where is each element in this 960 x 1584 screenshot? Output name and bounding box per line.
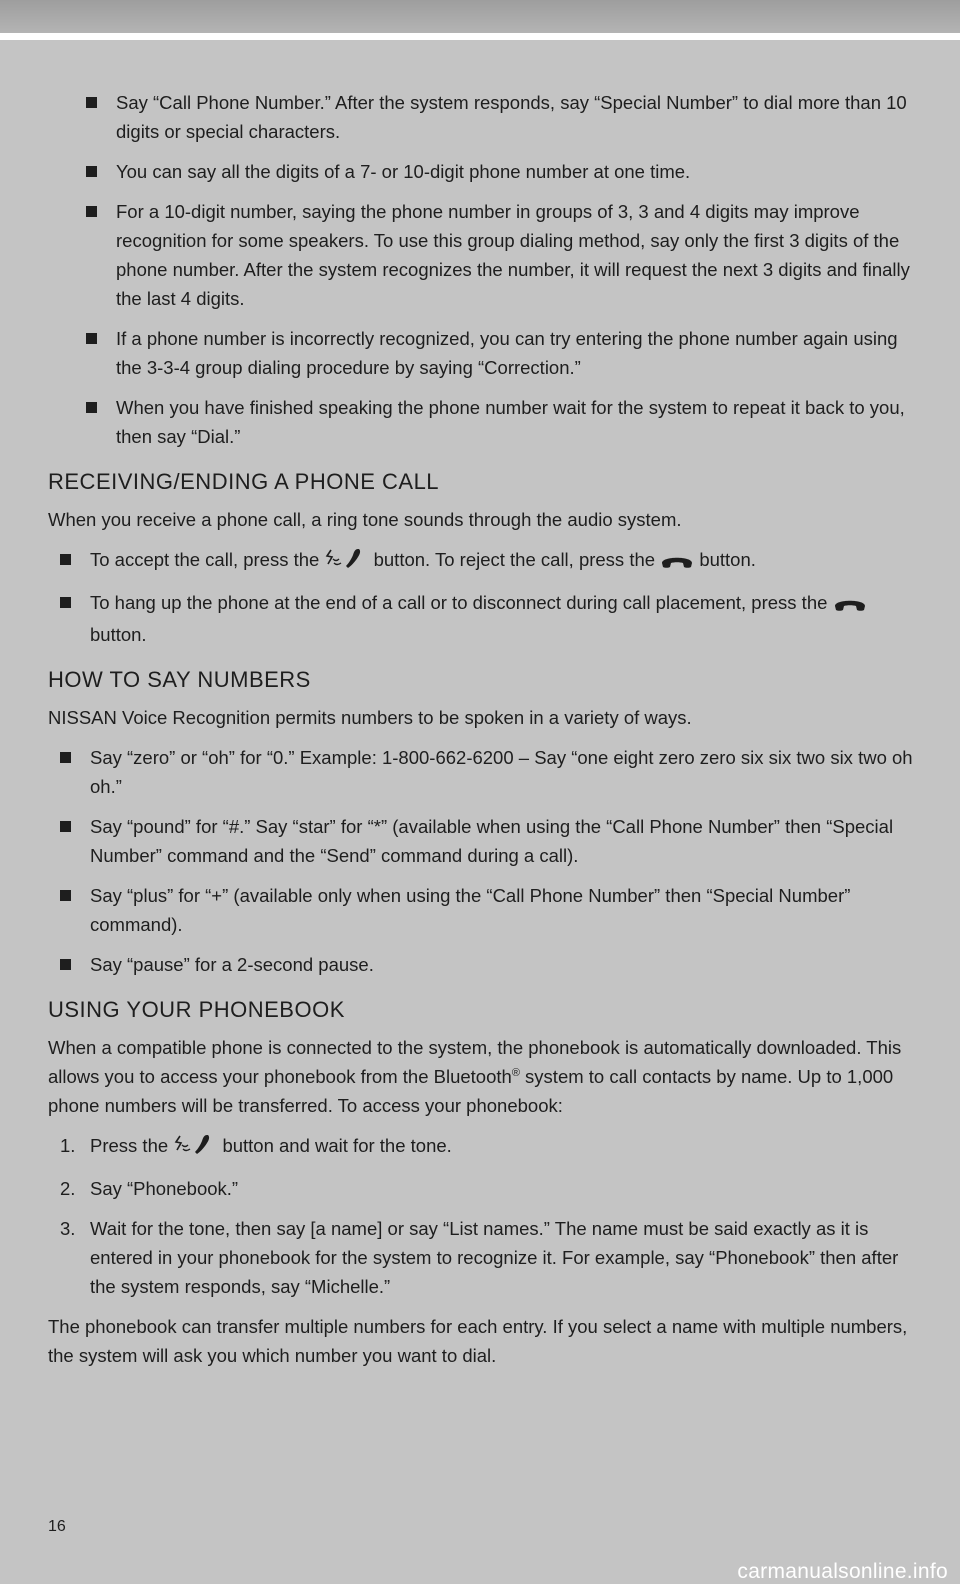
numbers-intro: NISSAN Voice Recognition permits numbers to be spoken in a variety of ways. bbox=[48, 707, 692, 728]
list-item-text: If a phone number is incorrectly recognized, you can try entering the phone number again using the 3-3-4 group dialing procedure by saying “Correction.” bbox=[116, 328, 898, 378]
square-bullet-icon bbox=[86, 206, 97, 217]
list-item-text: Say “Call Phone Number.” After the system responds, say “Special Number” to dial more than 10 digits or special characters. bbox=[116, 92, 907, 142]
square-bullet-icon bbox=[86, 333, 97, 344]
list-item-text: Say “pause” for a 2-second pause. bbox=[90, 954, 374, 975]
list-item-text: When you have finished speaking the phone number wait for the system to repeat it back to you, then say “Dial.” bbox=[116, 397, 905, 447]
square-bullet-icon bbox=[60, 752, 71, 763]
step-text: Press the bbox=[90, 1135, 169, 1156]
hang-up-phone-icon bbox=[833, 591, 867, 620]
list-item-text: For a 10-digit number, saying the phone number in groups of 3, 3 and 4 digits may improve recognition for some speakers. To use this group dialing method, say only the first 3 digits of the phone number. After the system recognizes the number, it will request the next 3 digits and finally the last 4 digits. bbox=[116, 201, 910, 309]
square-bullet-icon bbox=[60, 890, 71, 901]
watermark: carmanualsonline.info bbox=[737, 1560, 948, 1583]
step-text: button and wait for the tone. bbox=[222, 1135, 452, 1156]
square-bullet-icon bbox=[86, 166, 97, 177]
header-band bbox=[0, 0, 960, 33]
step-number: 2. bbox=[60, 1178, 76, 1199]
section-heading-receiving: RECEIVING/ENDING A PHONE CALL bbox=[48, 469, 440, 494]
list-item bbox=[74, 88, 920, 146]
phonebook-outro: The phonebook can transfer multiple numbers for each entry. If you select a name with multiple numbers, the system will ask you which number you want to dial. bbox=[48, 1316, 908, 1366]
list-item bbox=[74, 393, 920, 451]
list-item bbox=[48, 812, 920, 870]
section-heading-numbers: HOW TO SAY NUMBERS bbox=[48, 667, 311, 692]
registered-mark: ® bbox=[511, 1066, 520, 1079]
list-item-text: button. To reject the call, press the bbox=[373, 549, 656, 570]
square-bullet-icon bbox=[60, 821, 71, 832]
list-item-text: Say “plus” for “+” (available only when using the “Call Phone Number” then “Special Number” command). bbox=[90, 885, 851, 935]
list-item bbox=[48, 743, 920, 801]
list-item-text: To accept the call, press the bbox=[90, 549, 320, 570]
numbered-step bbox=[48, 1131, 920, 1163]
step-number: 3. bbox=[60, 1218, 76, 1239]
phonebook-intro-text: When a compatible phone is connected to the system, the phonebook is automatically downloaded. This allows you to access your phonebook from the Bluetooth bbox=[48, 1037, 902, 1087]
list-item bbox=[74, 324, 920, 382]
page-number: 16 bbox=[48, 1518, 66, 1535]
header-rule bbox=[0, 33, 960, 40]
numbered-step bbox=[48, 1214, 920, 1301]
step-text: Wait for the tone, then say [a name] or say “List names.” The name must be said exactly as it is entered in your phonebook for the system to recognize it. For example, say “Phonebook” then after the system responds, say “Michelle.” bbox=[90, 1218, 899, 1297]
list-item bbox=[74, 197, 920, 313]
numbered-step bbox=[48, 1174, 920, 1203]
list-item bbox=[48, 588, 920, 649]
list-item-text: Say “pound” for “#.” Say “star” for “*” (available when using the “Call Phone Number” then “Special Number” command and the “Send” command during a call). bbox=[90, 816, 894, 866]
list-item bbox=[48, 545, 920, 577]
list-item-text: To hang up the phone at the end of a call or to disconnect during call placement, press the bbox=[90, 592, 828, 613]
list-item bbox=[48, 881, 920, 939]
phonebook-intro bbox=[48, 1033, 920, 1120]
square-bullet-icon bbox=[86, 97, 97, 108]
talk-phone-icon bbox=[173, 1133, 217, 1163]
square-bullet-icon bbox=[86, 402, 97, 413]
receiving-intro: When you receive a phone call, a ring tone sounds through the audio system. bbox=[48, 509, 682, 530]
list-item-text: button. bbox=[699, 549, 756, 570]
step-number: 1. bbox=[60, 1135, 76, 1156]
talk-phone-icon bbox=[324, 547, 368, 577]
list-item bbox=[48, 950, 920, 979]
manual-content bbox=[48, 88, 920, 1381]
list-item-text: button. bbox=[90, 624, 147, 645]
list-item-text: Say “zero” or “oh” for “0.” Example: 1-800-662-6200 – Say “one eight zero zero six six two six two oh oh.” bbox=[90, 747, 913, 797]
list-item-text: You can say all the digits of a 7- or 10-digit phone number at one time. bbox=[116, 161, 691, 182]
square-bullet-icon bbox=[60, 597, 71, 608]
square-bullet-icon bbox=[60, 554, 71, 565]
list-item bbox=[74, 157, 920, 186]
hang-up-phone-icon bbox=[660, 548, 694, 577]
section-heading-phonebook: USING YOUR PHONEBOOK bbox=[48, 997, 345, 1022]
step-text: Say “Phonebook.” bbox=[90, 1178, 239, 1199]
square-bullet-icon bbox=[60, 959, 71, 970]
phonebook-intro-text: system to call contacts by name. Up to 1,000 phone numbers will be transferred. To access your phonebook: bbox=[48, 1066, 894, 1116]
